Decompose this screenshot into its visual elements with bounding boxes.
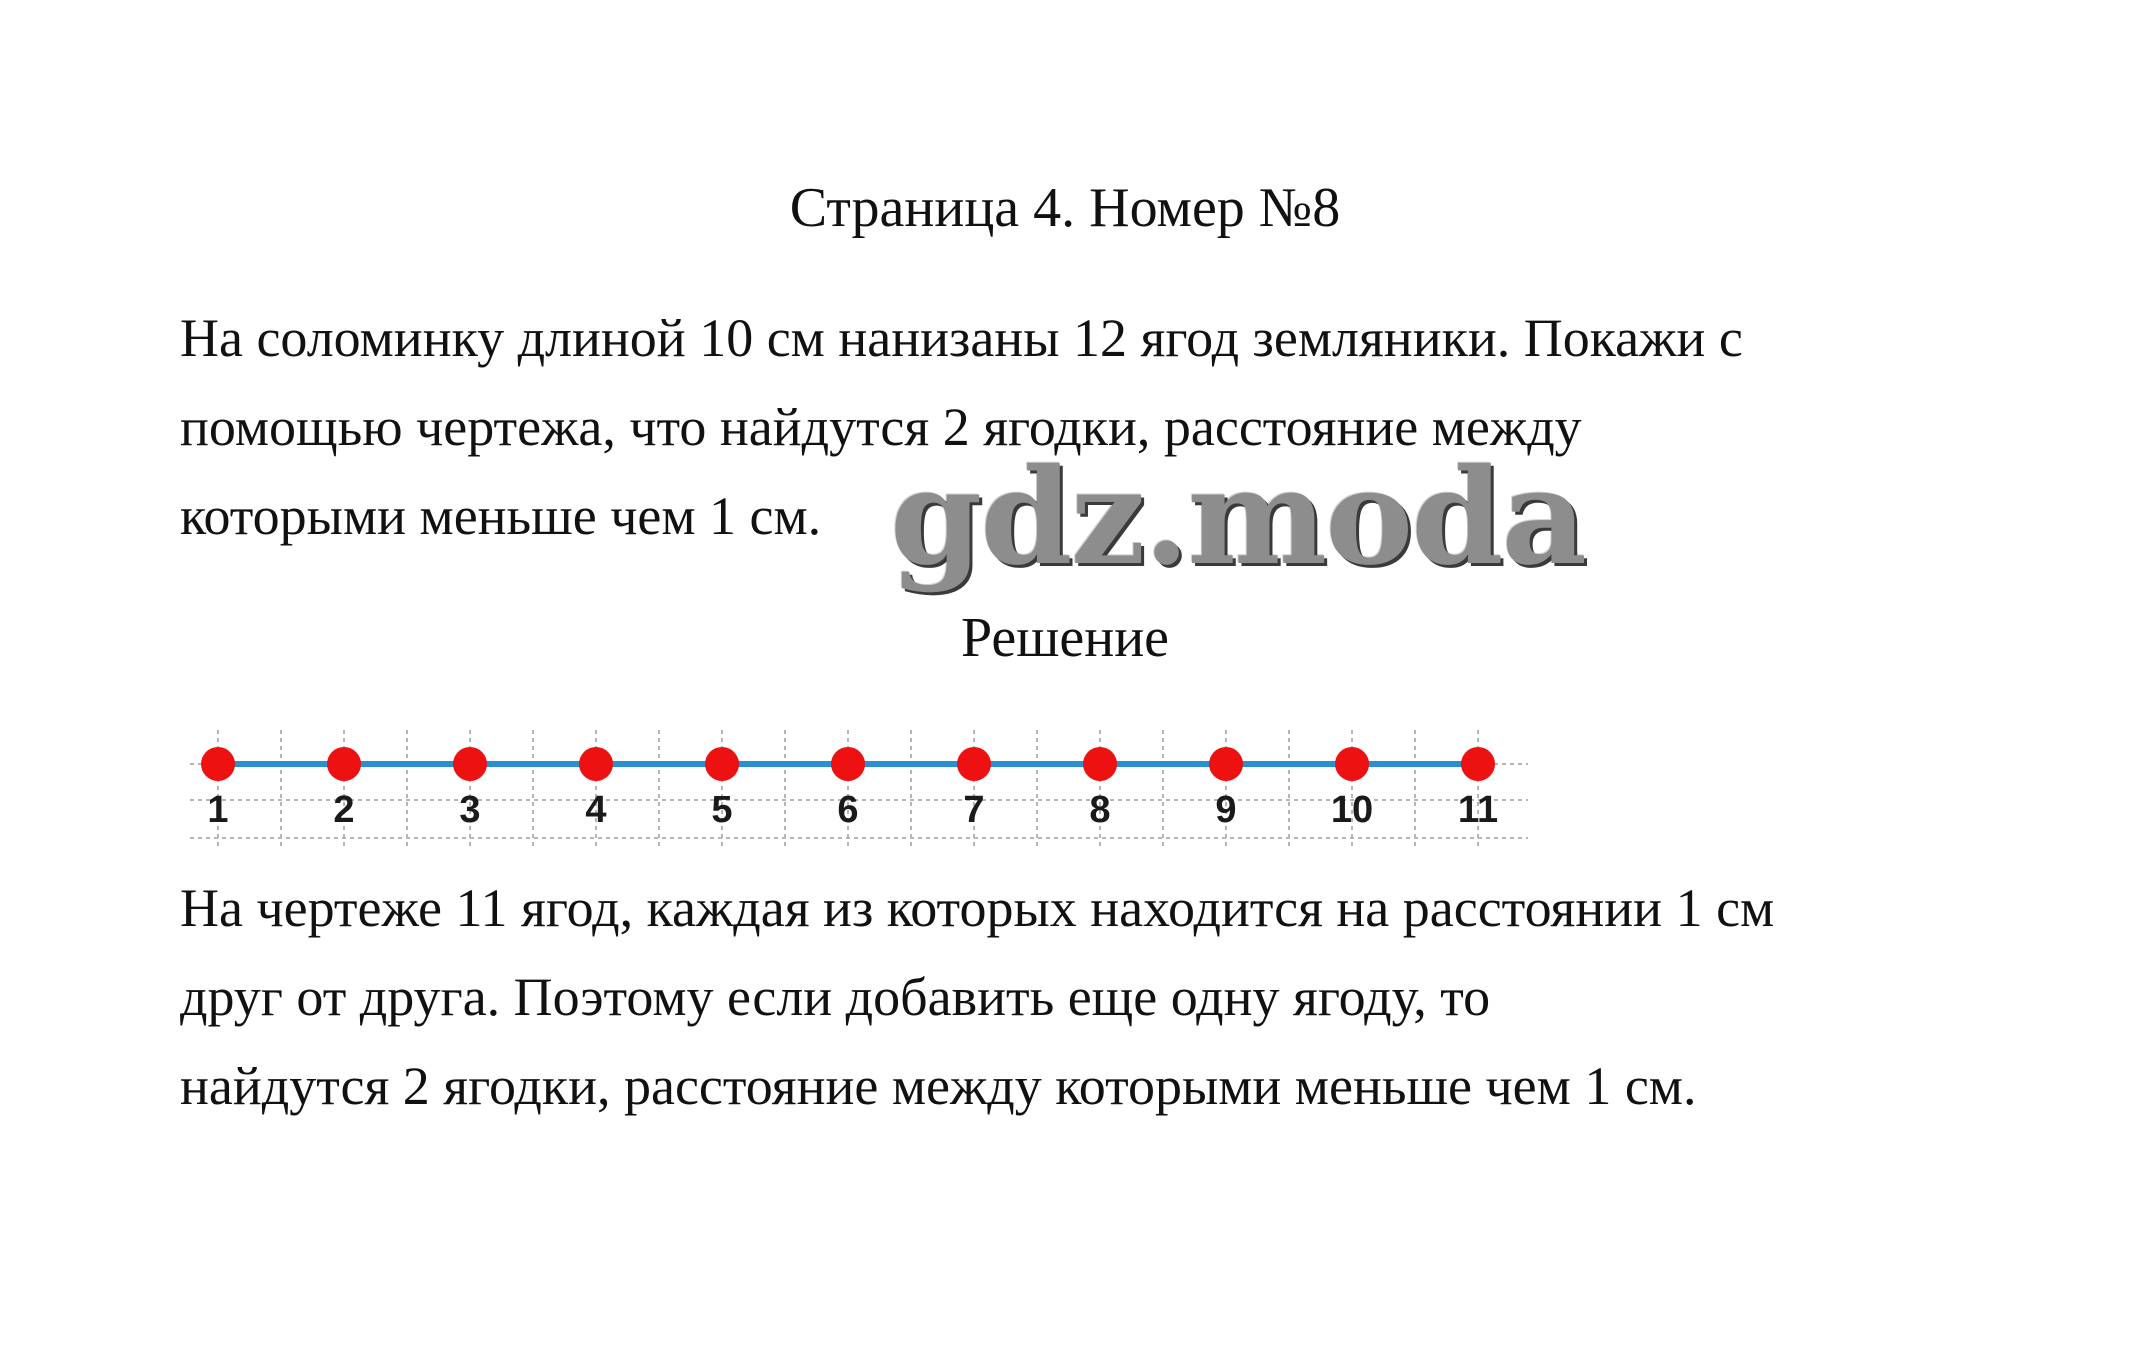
- answer-line: друг от друга. Поэтому если добавить еще одну ягоду, то: [180, 967, 1491, 1027]
- problem-line: На соломинку длиной 10 см нанизаны 12 ягод земляники. Покажи с: [180, 308, 1743, 368]
- problem-line: помощью чертежа, что найдутся 2 ягодки, расстояние между: [180, 397, 1582, 457]
- answer-line: найдутся 2 ягодки, расстояние между которыми меньше чем 1 см.: [180, 1056, 1697, 1116]
- berry-dot: [957, 747, 991, 781]
- page-title: Страница 4. Номер №8: [789, 177, 1341, 239]
- number-line-diagram: [180, 700, 1540, 860]
- tick-label: 2: [333, 789, 355, 831]
- tick-labels-group: [207, 789, 1498, 831]
- tick-label: 8: [1089, 789, 1111, 831]
- tick-label: 4: [585, 789, 607, 831]
- tick-label: 3: [459, 789, 481, 831]
- solution-heading: Решение: [960, 607, 1170, 669]
- tick-label: 5: [711, 789, 733, 831]
- berry-dot: [327, 747, 361, 781]
- berry-dot: [1083, 747, 1117, 781]
- tick-label: 6: [837, 789, 859, 831]
- berry-dot: [579, 747, 613, 781]
- berry-dot: [705, 747, 739, 781]
- berry-dot: [201, 747, 235, 781]
- tick-label: 7: [963, 789, 985, 831]
- grid: [190, 730, 1528, 850]
- berry-dot: [1209, 747, 1243, 781]
- answer-line: На чертеже 11 ягод, каждая из которых находится на расстоянии 1 см: [180, 878, 1775, 938]
- tick-label: 11: [1457, 789, 1499, 831]
- tick-label: 10: [1330, 789, 1374, 831]
- tick-label: 9: [1215, 789, 1237, 831]
- berry-dot: [453, 747, 487, 781]
- watermark-logo: gdz.moda: [890, 440, 1586, 595]
- berry-dot: [1461, 747, 1495, 781]
- tick-label: 1: [207, 789, 229, 831]
- answer-text: [180, 864, 1774, 1131]
- problem-line: которыми меньше чем 1 см.: [180, 486, 822, 546]
- berry-dot: [831, 747, 865, 781]
- berry-dot: [1335, 747, 1369, 781]
